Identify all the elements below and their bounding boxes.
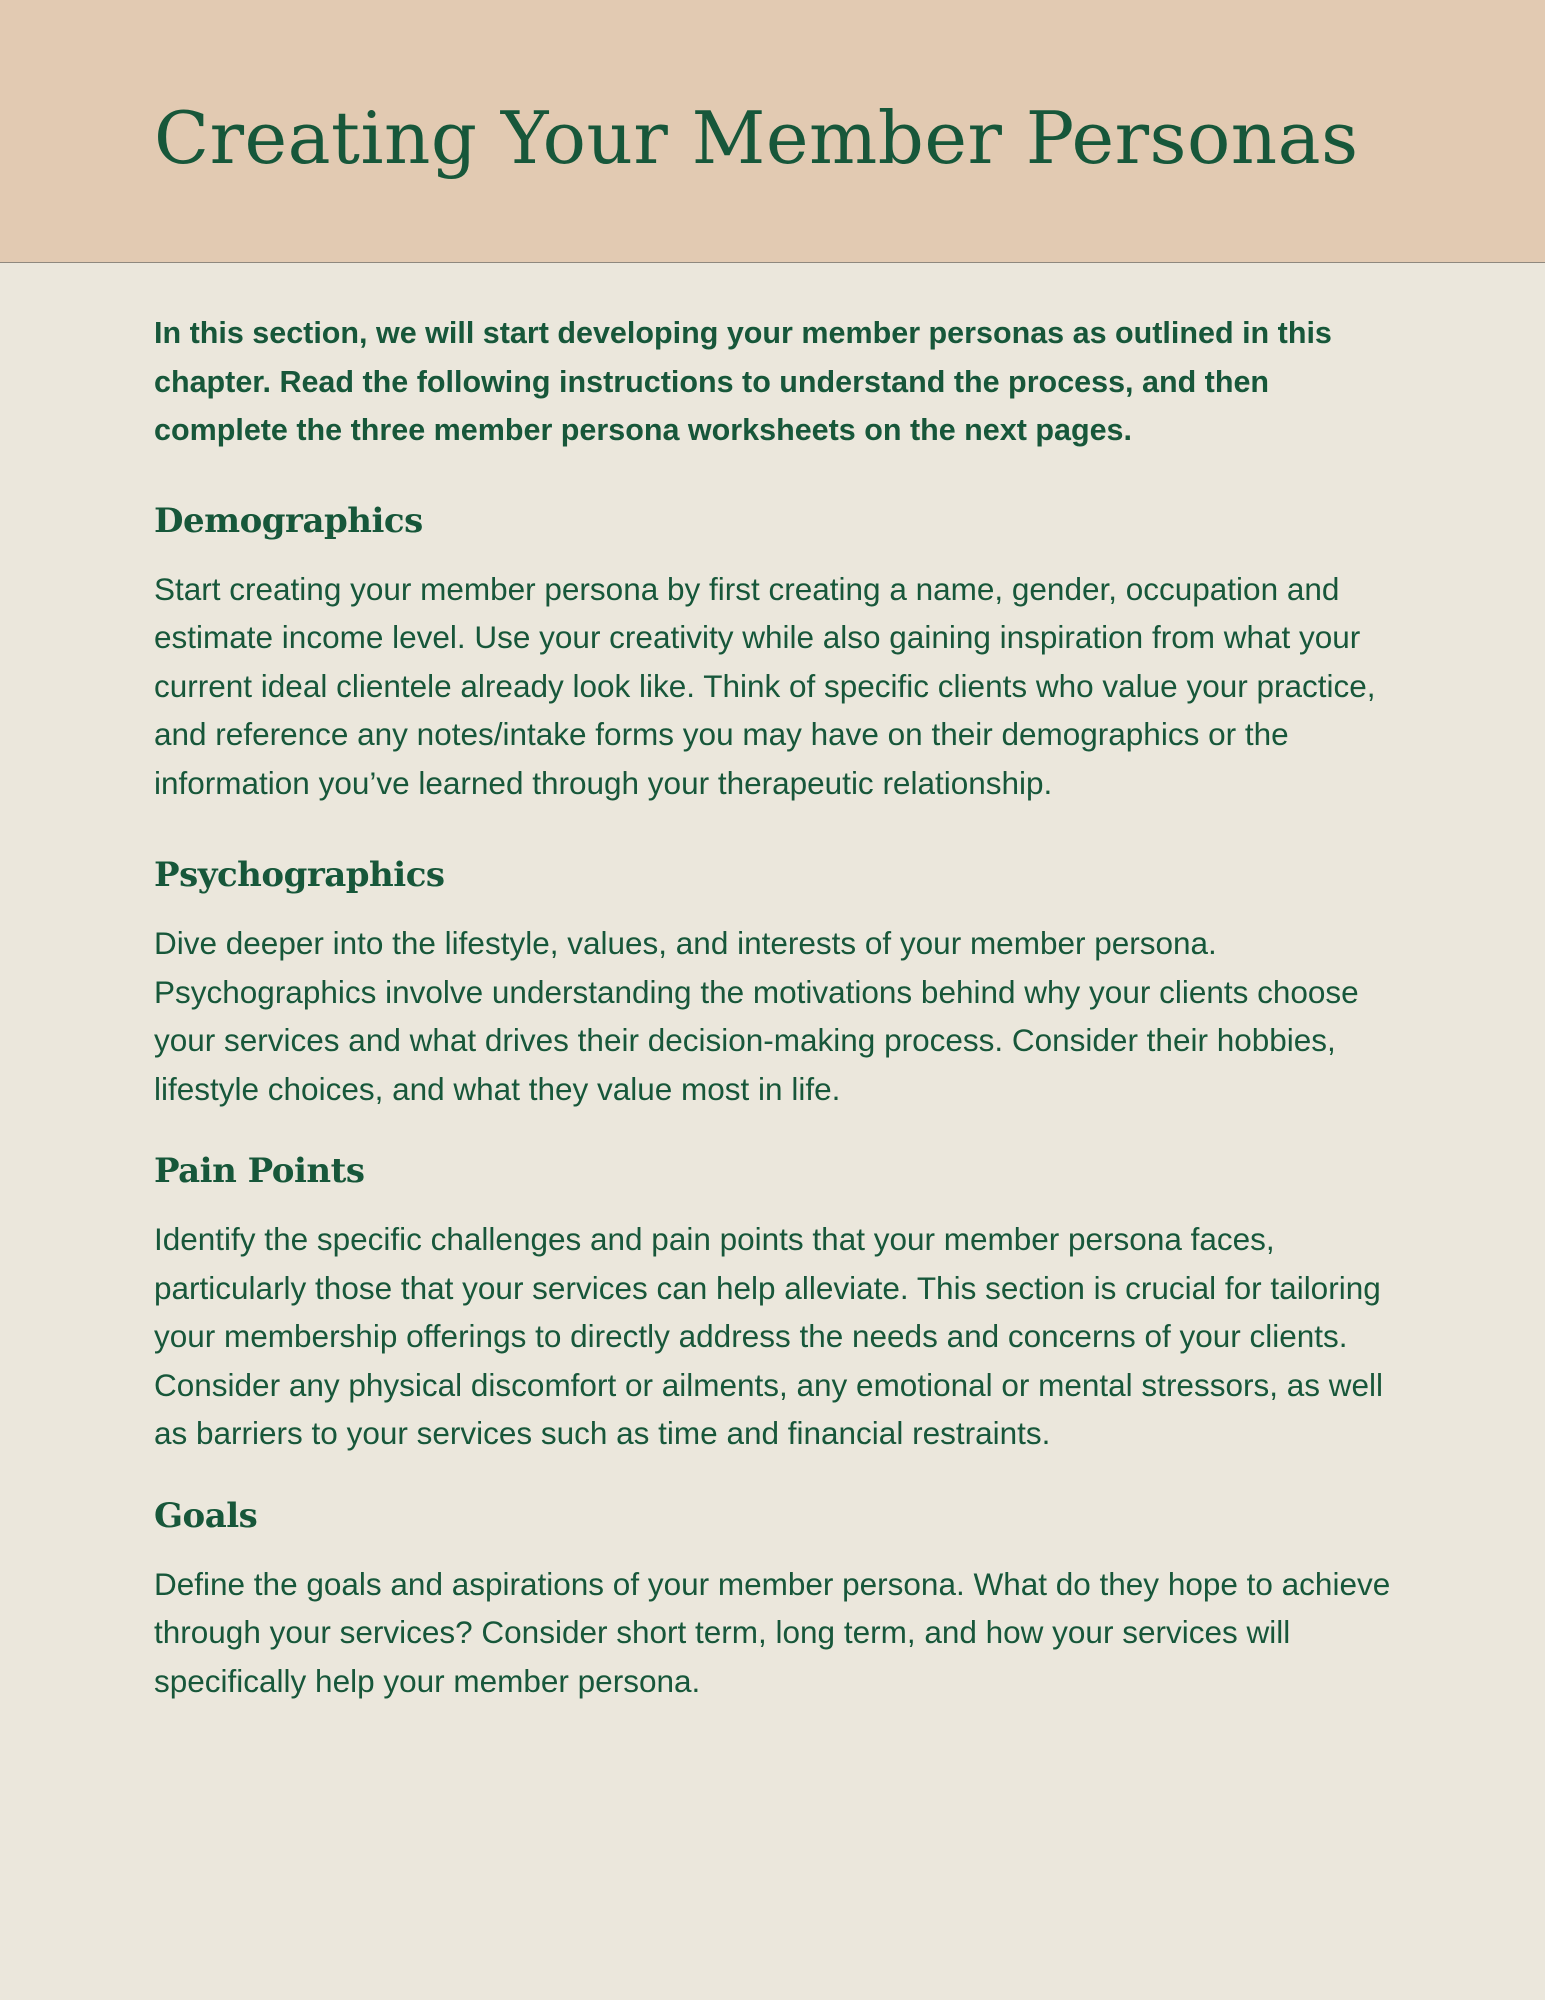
psychographics-body: Dive deeper into the lifestyle, values, and interests of your member persona. Psychographics involve understanding the motivations behind why your clients choose your services and what drives their decision-making process. Consider their hobbies, lifestyle choices, and what they value most in life. — [154, 925, 1359, 1107]
intro-paragraph: In this section, we will start developing your member personas as outlined in this chapter. Read the following instructions to understand the process, and then complete the three member persona worksheets on the next pages. — [154, 316, 1332, 447]
page-header — [0, 0, 1545, 263]
page-title: Creating Your Member Personas — [154, 96, 1359, 180]
pain-points-body: Identify the specific challenges and pain points that your member persona faces, particularly those that your services can help alleviate. This section is crucial for tailoring your membership offerings to directly address the needs and concerns of your clients. Consider any physical discomfort or ailments, any emotional or mental stressors, as well as barriers to your services such as time and financial restraints. — [154, 1221, 1383, 1451]
main-content — [154, 309, 1394, 1705]
goals-body: Define the goals and aspirations of your member persona. What do they hope to achieve through your services? Consider short term, long term, and how your services will specifically help your member persona. — [154, 1565, 1391, 1699]
demographics-body: Start creating your member persona by first creating a name, gender, occupation and estimate income level. Use your creativity while also gaining inspiration from what your current ideal clientele already look like. Think of specific clients who value your practice, and reference any notes/intake forms you may have on their demographics or the information you’ve learned through your therapeutic relationship. — [154, 570, 1376, 801]
goals-heading: Goals — [154, 1495, 258, 1536]
pain-points-heading: Pain Points — [154, 1151, 365, 1191]
psychographics-heading: Psychographics — [154, 855, 445, 895]
demographics-heading: Demographics — [154, 500, 423, 541]
